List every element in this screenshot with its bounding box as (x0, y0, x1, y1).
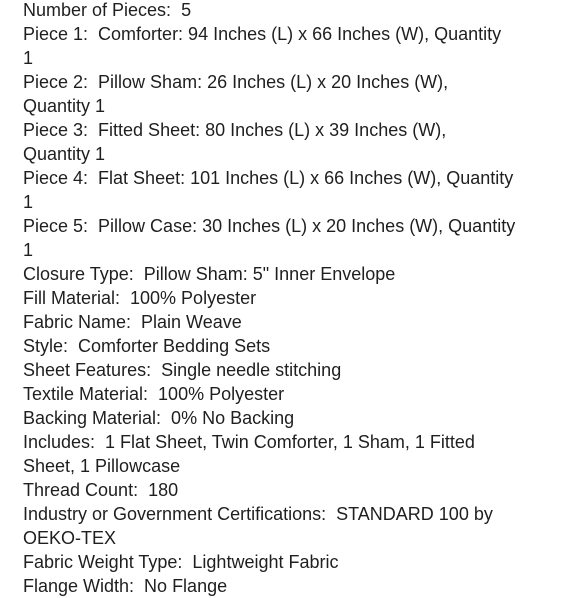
spec-line-piece-5-quantity: 1 (23, 240, 34, 260)
spec-line-style: Style: Comforter Bedding Sets (23, 336, 271, 356)
spec-line-includes-continued: Sheet, 1 Pillowcase (23, 456, 181, 476)
spec-line-certifications: Industry or Government Certifications: STANDARD 100 by (23, 504, 493, 524)
spec-line-thread-count: Thread Count: 180 (23, 480, 179, 500)
spec-line-textile-material: Textile Material: 100% Polyester (23, 384, 285, 404)
spec-line-flange-width: Flange Width: No Flange (23, 576, 228, 596)
spec-line-closure-type: Closure Type: Pillow Sham: 5" Inner Envelope (23, 264, 396, 284)
spec-line-certifications-continued: OEKO-TEX (23, 528, 117, 548)
spec-line-piece-4-quantity: 1 (23, 192, 34, 212)
spec-line-number-of-pieces: Number of Pieces: 5 (23, 0, 192, 20)
spec-line-piece-2: Piece 2: Pillow Sham: 26 Inches (L) x 20 Inches (W), (23, 72, 449, 92)
spec-line-piece-1-quantity: 1 (23, 48, 34, 68)
spec-line-fabric-weight-type: Fabric Weight Type: Lightweight Fabric (23, 552, 339, 572)
spec-line-backing-material: Backing Material: 0% No Backing (23, 408, 295, 428)
spec-line-piece-2-quantity: Quantity 1 (23, 96, 106, 116)
spec-line-fill-material: Fill Material: 100% Polyester (23, 288, 257, 308)
spec-line-piece-4: Piece 4: Flat Sheet: 101 Inches (L) x 66 Inches (W), Quantity (23, 168, 514, 188)
spec-line-sheet-features: Sheet Features: Single needle stitching (23, 360, 342, 380)
spec-line-piece-3-quantity: Quantity 1 (23, 144, 106, 164)
spec-line-piece-5: Piece 5: Pillow Case: 30 Inches (L) x 20 Inches (W), Quantity (23, 216, 516, 236)
spec-line-includes: Includes: 1 Flat Sheet, Twin Comforter, 1 Sham, 1 Fitted (23, 432, 475, 452)
product-spec-list (23, 0, 563, 598)
spec-line-fabric-name: Fabric Name: Plain Weave (23, 312, 242, 332)
spec-line-piece-3: Piece 3: Fitted Sheet: 80 Inches (L) x 39 Inches (W), (23, 120, 447, 140)
spec-line-piece-1: Piece 1: Comforter: 94 Inches (L) x 66 Inches (W), Quantity (23, 24, 502, 44)
